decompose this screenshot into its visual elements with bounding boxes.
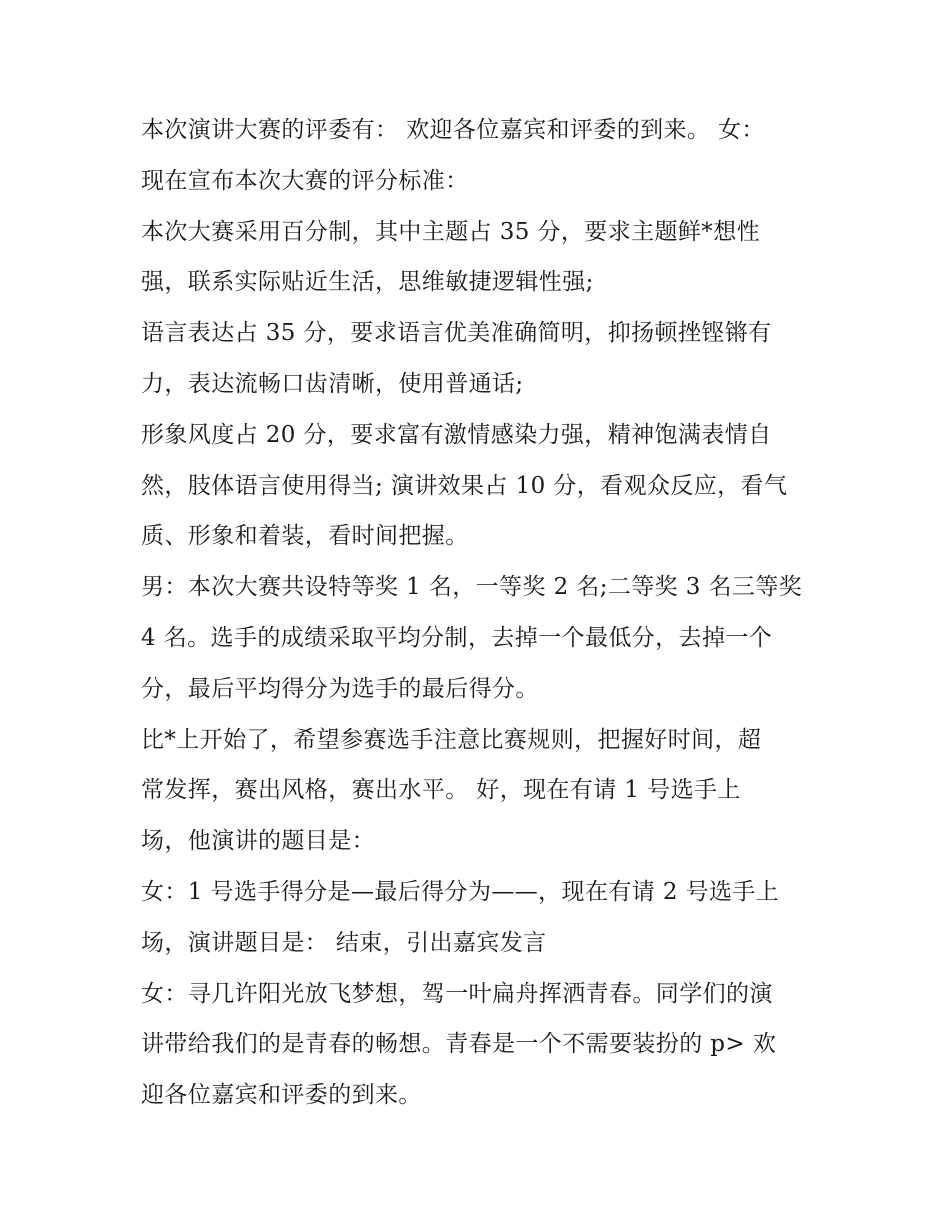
document-body	[141, 105, 821, 1121]
text-line: 讲带给我们的是青春的畅想。青春是一个不需要装扮的 p> 欢	[141, 1031, 777, 1058]
text-line: 质、形象和着装，看时间把握。	[141, 523, 469, 550]
text-line: 4 名。选手的成绩采取平均分制，去掉一个最低分，去掉一个	[141, 624, 773, 651]
text-line: 然，肢体语言使用得当; 演讲效果占 10 分，看观众反应，看气	[141, 472, 788, 499]
text-line: 女：1 号选手得分是—最后得分为——，现在有请 2 号选手上	[141, 878, 780, 905]
text-line: 女：寻几许阳光放飞梦想，驾一叶扁舟挥洒青春。同学们的演	[141, 980, 773, 1007]
text-line: 本次大赛采用百分制，其中主题占 35 分，要求主题鲜*想性	[141, 218, 760, 245]
text-line: 场，演讲题目是： 结束，引出嘉宾发言	[141, 929, 547, 956]
text-line: 强，联系实际贴近生活，思维敏捷逻辑性强;	[141, 269, 594, 296]
text-line: 力，表达流畅口齿清晰，使用普通话;	[141, 370, 524, 397]
text-line: 分，最后平均得分为选手的最后得分。	[141, 675, 539, 702]
text-line: 男：本次大赛共设特等奖 1 名，一等奖 2 名;二等奖 3 名三等奖	[141, 574, 803, 601]
text-line: 迎各位嘉宾和评委的到来。	[141, 1082, 422, 1109]
text-line: 语言表达占 35 分，要求语言优美准确简明，抑扬顿挫铿锵有	[141, 320, 772, 347]
text-line: 本次演讲大赛的评委有： 欢迎各位嘉宾和评委的到来。 女：	[141, 117, 765, 143]
text-line: 现在宣布本次大赛的评分标准：	[141, 167, 469, 194]
text-line: 形象风度占 20 分，要求富有激情感染力强，精神饱满表情自	[141, 421, 772, 448]
text-line: 常发挥，赛出风格，赛出水平。 好，现在有请 1 号选手上	[141, 777, 741, 804]
text-line: 比*上开始了，希望参赛选手注意比赛规则，把握好时间，超	[141, 726, 762, 753]
text-line: 场，他演讲的题目是：	[141, 828, 375, 855]
